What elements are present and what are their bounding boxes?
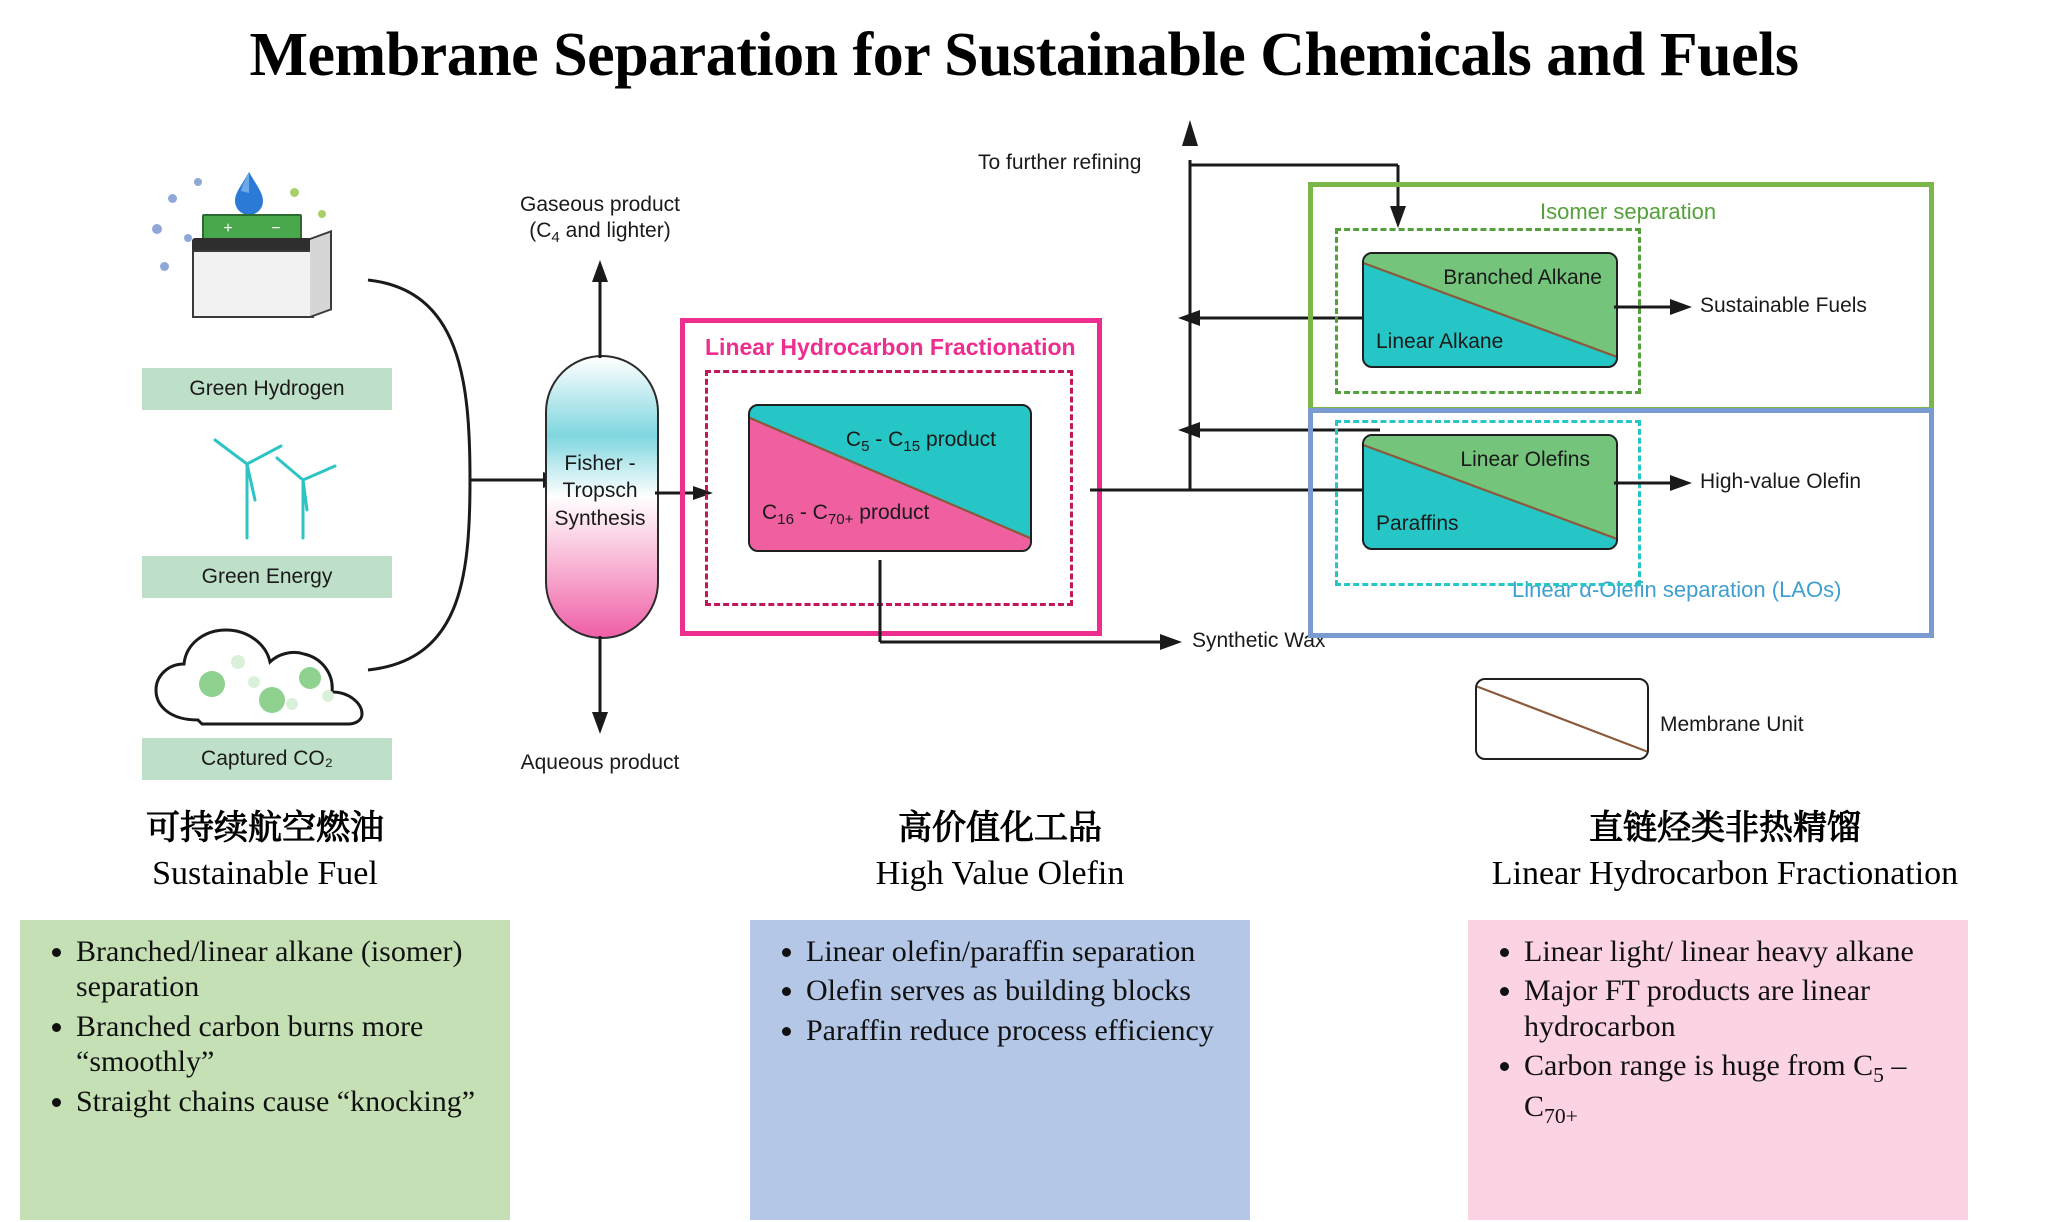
lao-top-label: Linear Olefins — [1460, 448, 1590, 471]
feed-label-green-hydrogen: Green Hydrogen — [189, 377, 345, 400]
fractionation-bottom-product: $C_{16} - C_{70+}$ product — [762, 500, 930, 528]
lao-separation-title: Linear α-Olefin separation (LAOs) — [1512, 577, 1842, 602]
sustainable-fuels-arrow — [1614, 292, 1694, 322]
list-item: • Branched/linear alkane (isomer) separation — [76, 934, 500, 1005]
isomer-top-label: Branched Alkane — [1443, 266, 1602, 289]
list-item: • Branched carbon burns more “smoothly” — [76, 1009, 500, 1080]
column-2-heading-en: High Value Olefin — [875, 855, 1125, 892]
membrane-unit-legend-icon — [1475, 678, 1649, 760]
list-item: • Straight chains cause “knocking” — [76, 1084, 500, 1119]
column-1-heading-en: Sustainable Fuel — [152, 855, 378, 892]
isomer-bottom-label: Linear Alkane — [1376, 330, 1504, 353]
synthetic-wax-label: Synthetic Wax — [1192, 629, 1326, 652]
lao-bottom-label: Paraffins — [1376, 512, 1459, 535]
fractionation-box-title: Linear Hydrocarbon Fractionation — [705, 334, 1076, 360]
column-1-body — [20, 920, 510, 1220]
gaseous-product-line2: ($C_4$ and lighter) — [529, 219, 671, 247]
high-value-olefin-arrow — [1614, 468, 1694, 498]
membrane-unit-legend-label: Membrane Unit — [1660, 713, 1804, 736]
isomer-separation-title: Isomer separation — [1540, 199, 1717, 224]
gaseous-product-arrow — [585, 258, 615, 358]
battery-icon: + − — [140, 170, 360, 350]
fractionation-top-product: $C_5 - C_{15}$ product — [845, 428, 996, 456]
list-item: • Carbon range is huge from $C_5 - C_{70+}$ — [1524, 1048, 1958, 1129]
column-1-heading-cn: 可持续航空燃油 — [146, 809, 384, 847]
membrane-unit-fractionation — [748, 404, 1032, 552]
column-3-heading-cn: 直链烃类非热精馏 — [1589, 809, 1861, 847]
list-item: • Linear olefin/paraffin separation — [806, 934, 1240, 969]
list-item: • Linear light/ linear heavy alkane — [1524, 934, 1958, 969]
list-item: • Olefin serves as building blocks — [806, 973, 1240, 1008]
high-value-olefin-label: High-value Olefin — [1700, 470, 1862, 493]
ft-line-3: Synthesis — [554, 506, 646, 530]
column-3-body — [1468, 920, 1968, 1220]
ft-line-2: Tropsch — [562, 479, 638, 503]
feed-chip-captured-co2 — [142, 738, 392, 780]
aqueous-product-arrow — [585, 636, 615, 736]
synthetic-wax-arrow — [860, 560, 1200, 670]
feed-label-captured-co2: Captured CO₂ — [201, 747, 333, 770]
gaseous-product-line1: Gaseous product — [520, 193, 680, 216]
to-further-refining-label: To further refining — [978, 151, 1142, 174]
fischer-tropsch-label — [545, 450, 655, 532]
feed-label-green-energy: Green Energy — [201, 565, 333, 588]
feed-connector-lines — [330, 260, 580, 690]
column-2-heading-cn: 高价值化工品 — [898, 809, 1102, 847]
page-title: Membrane Separation for Sustainable Chemicals and Fuels — [249, 21, 1799, 89]
membrane-unit-isomer — [1362, 252, 1618, 368]
sustainable-fuels-label: Sustainable Fuels — [1700, 294, 1867, 317]
column-2-body — [750, 920, 1250, 1220]
ft-line-1: Fisher - — [564, 452, 636, 475]
aqueous-product-label: Aqueous product — [520, 751, 680, 774]
list-item: • Major FT products are linear hydrocarbon — [1524, 973, 1958, 1044]
membrane-unit-lao — [1362, 434, 1618, 550]
column-3-heading-en: Linear Hydrocarbon Fractionation — [1491, 855, 1959, 892]
list-item: • Paraffin reduce process efficiency — [806, 1013, 1240, 1048]
gaseous-product-label — [470, 192, 730, 248]
